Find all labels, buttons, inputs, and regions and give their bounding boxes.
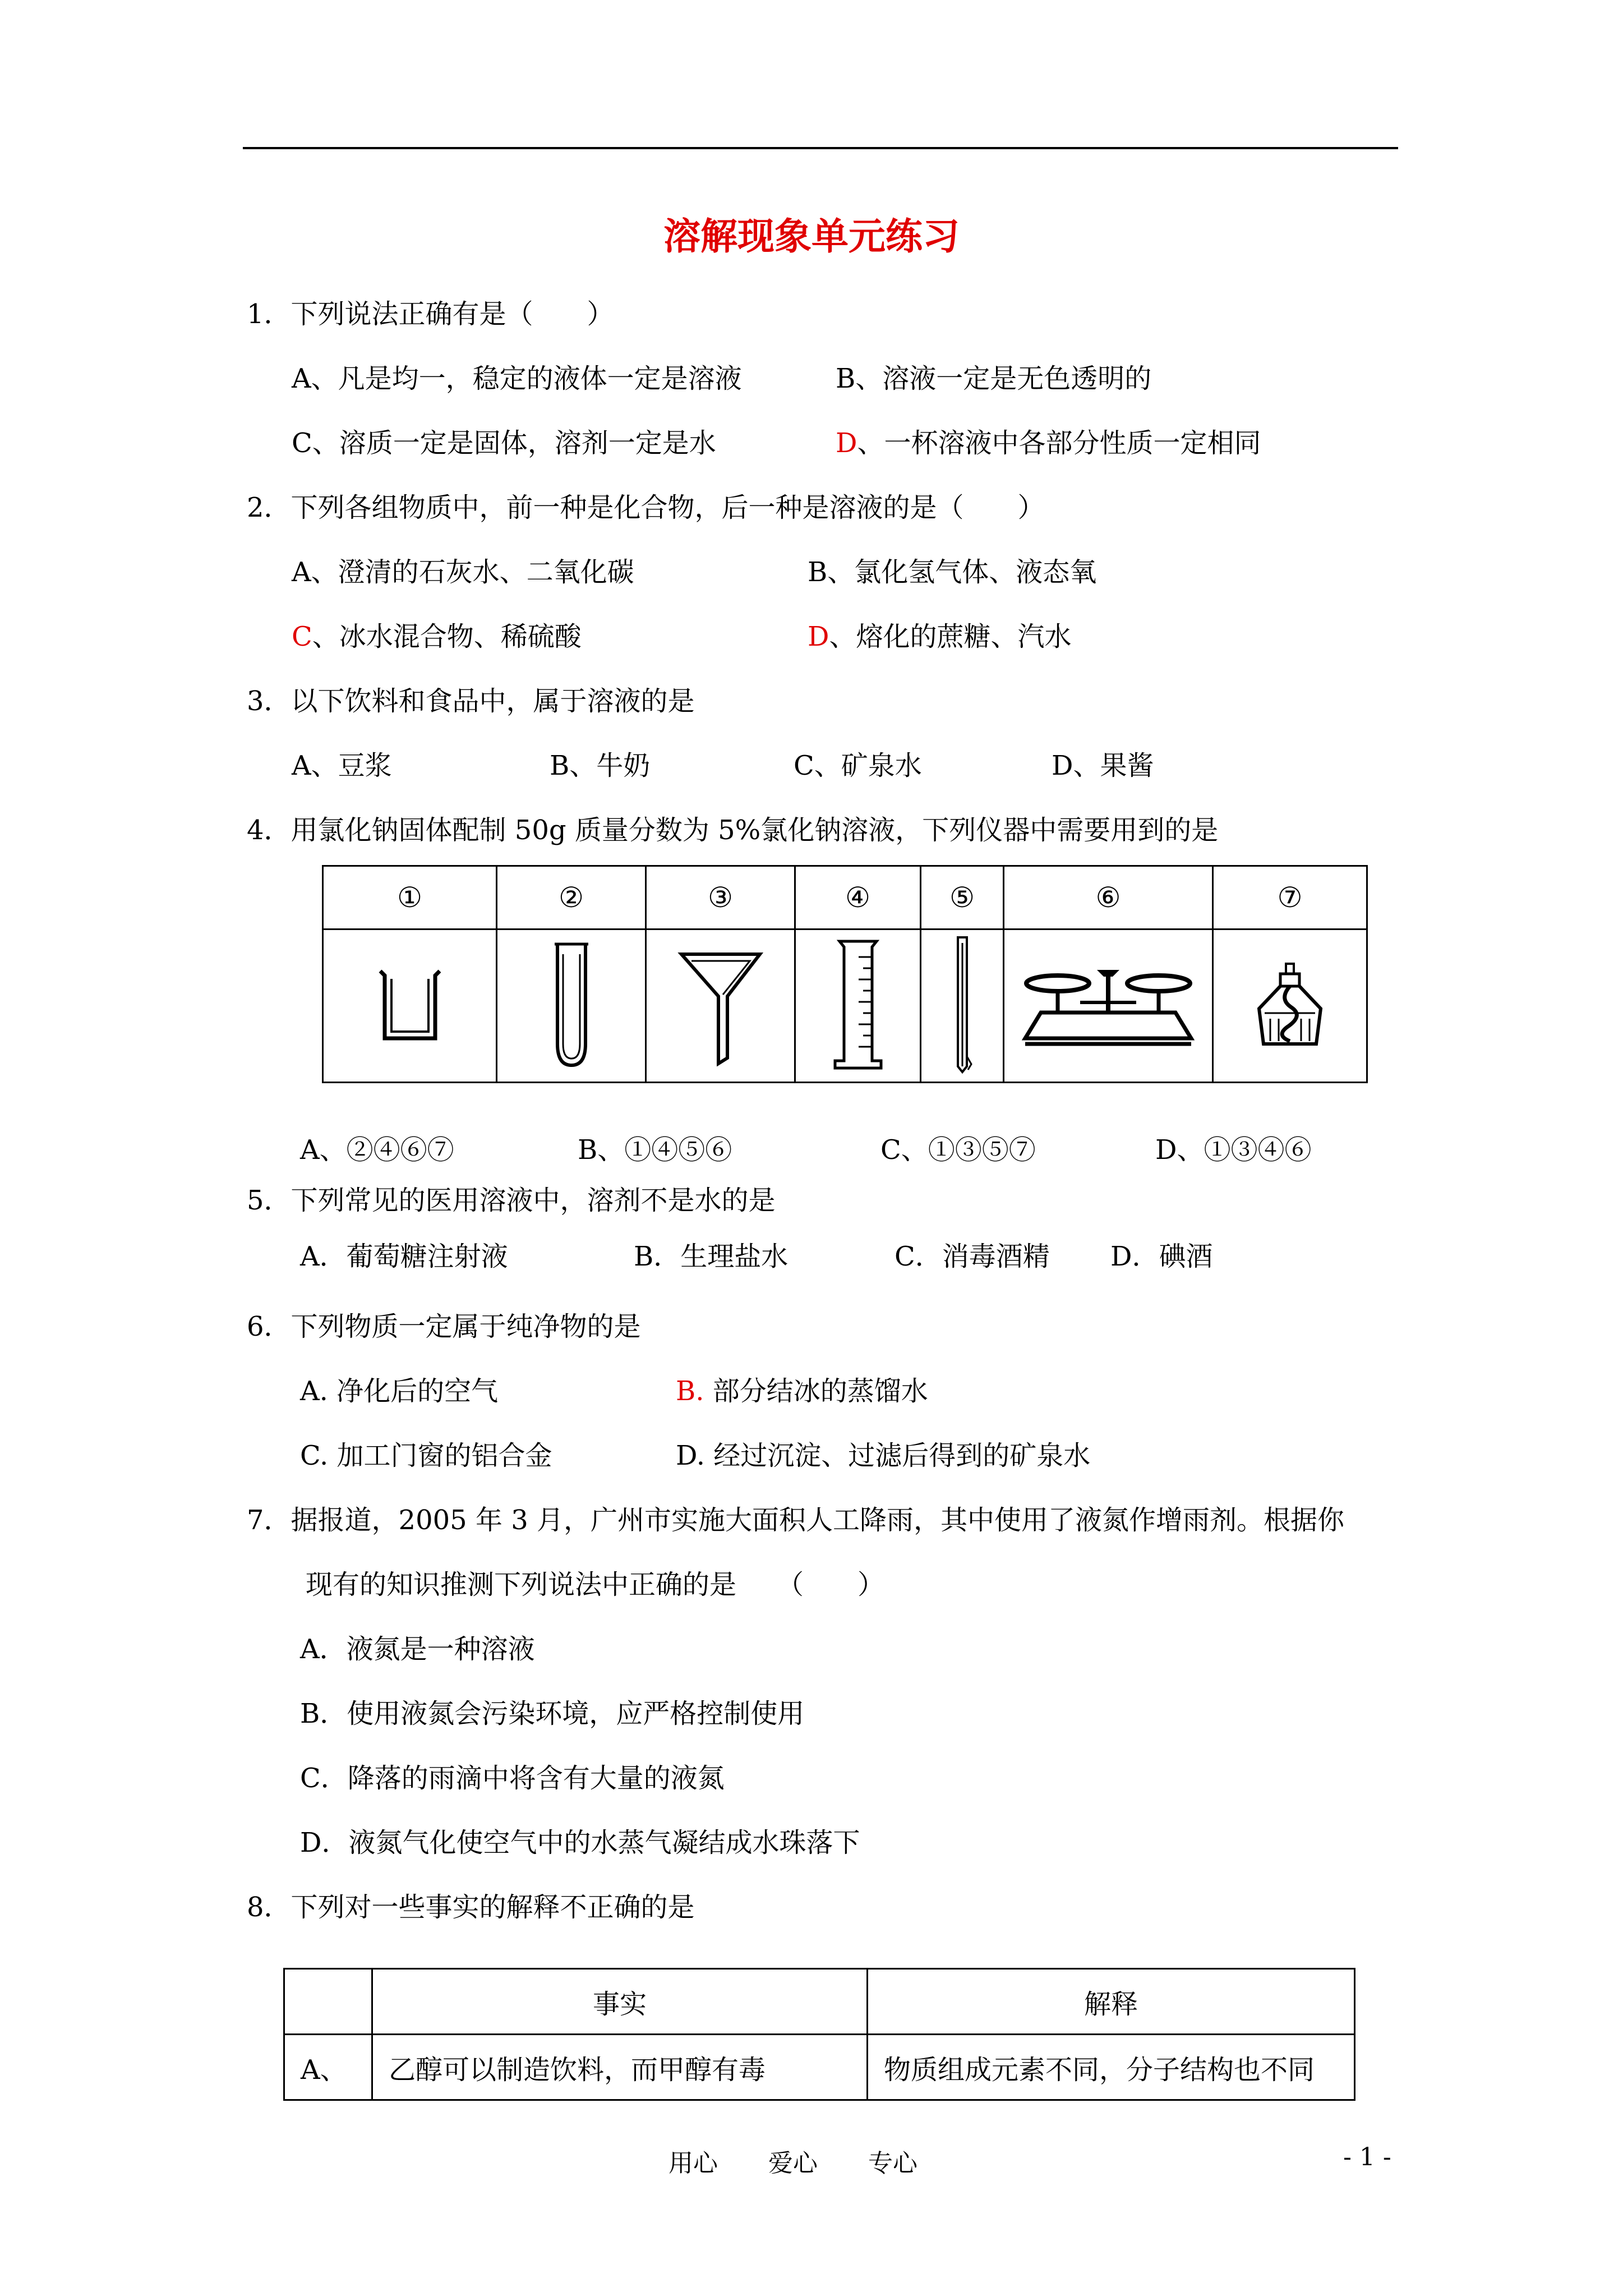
- q1-option-d: [836, 426, 1261, 460]
- q2-stem: 2．下列各组物质中，前一种是化合物，后一种是溶液的是（ ）: [247, 492, 1045, 523]
- thermometer-cell: [921, 930, 1004, 1083]
- footer-motto-3: 专心: [868, 2149, 917, 2178]
- facts-header-blank: [284, 1969, 372, 2035]
- q3-option-c: C、矿泉水: [794, 750, 922, 781]
- instrument-header: ④: [795, 866, 921, 930]
- graduated-cylinder-cell: [795, 930, 921, 1083]
- graduated-cylinder-icon: [827, 935, 889, 1075]
- footer-motto-2: 爱心: [768, 2149, 818, 2178]
- q6-option-a: A. 净化后的空气: [300, 1375, 499, 1407]
- facts-row-explain: 物质组成元素不同，分子结构也不同: [868, 2035, 1355, 2100]
- q7-option-d: D．液氮气化使空气中的水蒸气凝结成水珠落下: [300, 1827, 860, 1858]
- q1-option-c: C、溶质一定是固体，溶剂一定是水: [292, 427, 716, 459]
- funnel-icon: [676, 943, 766, 1066]
- instrument-table: [322, 865, 1368, 1083]
- q5-option-a: A．葡萄糖注射液: [300, 1241, 508, 1272]
- q3-stem: 3．以下饮料和食品中，属于溶液的是: [247, 685, 695, 717]
- facts-row-label: A、: [284, 2035, 372, 2100]
- q1-option-d-text: 、一杯溶液中各部分性质一定相同: [857, 427, 1261, 459]
- q4-option-c: C、①③⑤⑦: [880, 1134, 1036, 1166]
- q7-stem-line1: 7．据报道，2005 年 3 月，广州市实施大面积人工降雨，其中使用了液氮作增雨剂。根据你: [247, 1504, 1345, 1536]
- q6-answer-letter: B.: [676, 1375, 704, 1407]
- q2-option-c-text: 、冰水混合物、稀硫酸: [312, 621, 582, 652]
- q2-option-d-text: 、熔化的蔗糖、汽水: [829, 621, 1072, 652]
- instrument-header: ③: [646, 866, 795, 930]
- q3-option-d: D、果酱: [1052, 750, 1154, 781]
- q4-stem: 4．用氯化钠固体配制 50g 质量分数为 5%氯化钠溶液，下列仪器中需要用到的是: [247, 815, 1219, 846]
- q7-option-b: B．使用液氮会污染环境，应严格控制使用: [300, 1698, 805, 1729]
- q8-stem: 8．下列对一些事实的解释不正确的是: [247, 1892, 695, 1923]
- q7-option-c: C．降落的雨滴中将含有大量的液氮: [300, 1763, 725, 1794]
- q6-option-d: D. 经过沉淀、过滤后得到的矿泉水: [676, 1440, 1091, 1471]
- instrument-header: ①: [323, 866, 497, 930]
- q6-option-b: [676, 1374, 928, 1408]
- test-tube-cell: [497, 930, 646, 1083]
- funnel-cell: [646, 930, 795, 1083]
- instrument-header: ⑥: [1004, 866, 1213, 930]
- facts-table: [283, 1968, 1355, 2101]
- q1-stem: 1．下列说法正确有是（ ）: [247, 298, 614, 330]
- q1-option-b: B、溶液一定是无色透明的: [836, 363, 1152, 394]
- q1-answer-letter: D: [836, 427, 857, 459]
- q2-answer-letter-d: D: [808, 621, 829, 652]
- balance-cell: [1004, 930, 1213, 1083]
- beaker-cell: [323, 930, 497, 1083]
- q3-option-a: A、豆浆: [292, 750, 392, 781]
- facts-row-fact: 乙醇可以制造饮料，而甲醇有毒: [372, 2035, 868, 2100]
- thermometer-icon: [946, 932, 979, 1078]
- q6-option-b-text: 部分结冰的蒸馏水: [704, 1375, 928, 1407]
- q2-option-b: B、氯化氢气体、液态氧: [808, 556, 1097, 588]
- q2-option-a: A、澄清的石灰水、二氧化碳: [292, 556, 634, 588]
- footer-motto-1: 用心: [668, 2149, 718, 2178]
- alcohol-lamp-icon: [1248, 957, 1332, 1052]
- facts-header-explain: 解释: [868, 1969, 1355, 2035]
- instrument-header: ②: [497, 866, 646, 930]
- q2-option-d: [808, 620, 1072, 654]
- q5-option-c: C．消毒酒精: [895, 1241, 1050, 1272]
- q5-option-d: D．碘酒: [1110, 1241, 1213, 1272]
- instrument-header: ⑦: [1213, 866, 1367, 930]
- page-number: - 1 -: [1343, 2143, 1391, 2171]
- q1-option-a: A、凡是均一，稳定的液体一定是溶液: [292, 363, 742, 394]
- header-rule: [243, 147, 1398, 149]
- page-title: 溶解现象单元练习: [663, 215, 960, 258]
- q5-stem: 5．下列常见的医用溶液中，溶剂不是水的是: [247, 1185, 776, 1216]
- test-tube-icon: [546, 937, 597, 1072]
- q6-stem: 6．下列物质一定属于纯净物的是: [247, 1311, 641, 1342]
- q2-option-c: [292, 620, 582, 654]
- q6-option-c: C. 加工门窗的铝合金: [300, 1440, 552, 1471]
- balance-icon: [1013, 954, 1204, 1055]
- q4-option-b: B、①④⑤⑥: [578, 1134, 732, 1166]
- q7-option-a: A．液氮是一种溶液: [300, 1634, 535, 1665]
- q5-option-b: B．生理盐水: [634, 1241, 789, 1272]
- beaker-icon: [368, 960, 452, 1050]
- q2-answer-letter-c: C: [292, 621, 312, 652]
- alcohol-lamp-cell: [1213, 930, 1367, 1083]
- facts-header-fact: 事实: [372, 1969, 868, 2035]
- q4-option-a: A、②④⑥⑦: [300, 1134, 454, 1166]
- q4-option-d: D、①③④⑥: [1155, 1134, 1312, 1166]
- instrument-header: ⑤: [921, 866, 1004, 930]
- q3-option-b: B、牛奶: [550, 750, 651, 781]
- q7-stem-line2: 现有的知识推测下列说法中正确的是 （ ）: [306, 1569, 885, 1600]
